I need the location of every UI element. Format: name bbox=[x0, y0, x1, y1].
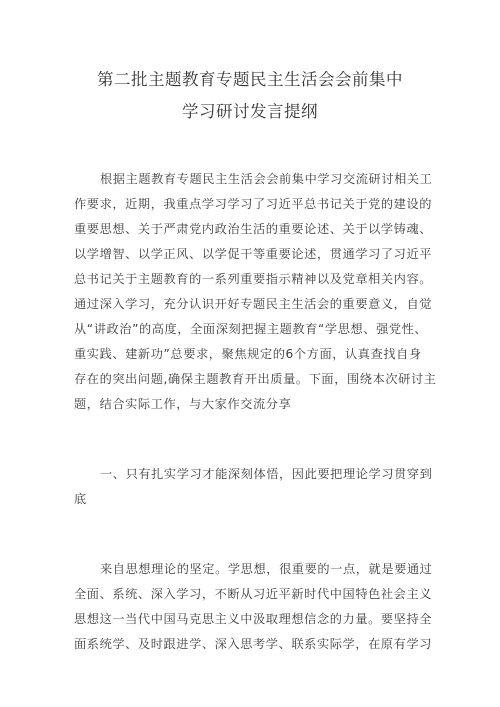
body-line: 通过深入学习，充分认识开好专题民主生活会的重要意义，自觉 bbox=[74, 297, 433, 311]
body-line: 根据主题教育专题民主生活会会前集中学习交流研讨相关工 bbox=[100, 172, 433, 186]
body-line: 思想这一当代中国马克思主义中汲取理想信念的力量。要坚持全 bbox=[74, 612, 433, 626]
body-line: 题，结合实际工作，与大家作交流分享 bbox=[74, 397, 292, 411]
section-heading: 一、只有扎实学习才能深刻体悟，因此要把理论学习贯穿到 bbox=[100, 467, 433, 481]
body-line: 重实践、建新功”总要求，聚焦规定的6个方面，认真查找自身 bbox=[74, 347, 422, 361]
body-line: 存在的突出问题,确保主题教育开出质量。下面，围绕本次研讨主 bbox=[74, 372, 437, 386]
body-line: 以学增智、以学正风、以学促干等重要论述，贯通学习了习近平 bbox=[74, 247, 433, 261]
body-line: 重要思想、关于严肃党内政治生活的重要论述、关于以学铸魂、 bbox=[74, 222, 433, 236]
body-line: 从“讲政治”的高度，全面深刻把握主题教育“学思想、强党性、 bbox=[74, 322, 428, 336]
document-title-line-2: 学习研讨发言提纲 bbox=[182, 102, 318, 121]
body-line: 作要求，近期，我重点学习学习了习近平总书记关于党的建设的 bbox=[74, 197, 433, 211]
body-line: 面系统学、及时跟进学、深入思考学、联系实际学，在原有学习 bbox=[74, 637, 433, 651]
body-line: 全面、系统、深入学习，不断从习近平新时代中国特色社会主义 bbox=[74, 587, 433, 601]
document-title-line-1: 第二批主题教育专题民主生活会会前集中 bbox=[97, 70, 403, 89]
body-line: 来自思想理论的坚定。学思想，很重要的一点，就是要通过 bbox=[100, 562, 433, 576]
body-line: 总书记关于主题教育的一系列重要指示精神以及党章相关内容。 bbox=[74, 272, 433, 286]
section-heading-continued: 底 bbox=[74, 492, 87, 506]
